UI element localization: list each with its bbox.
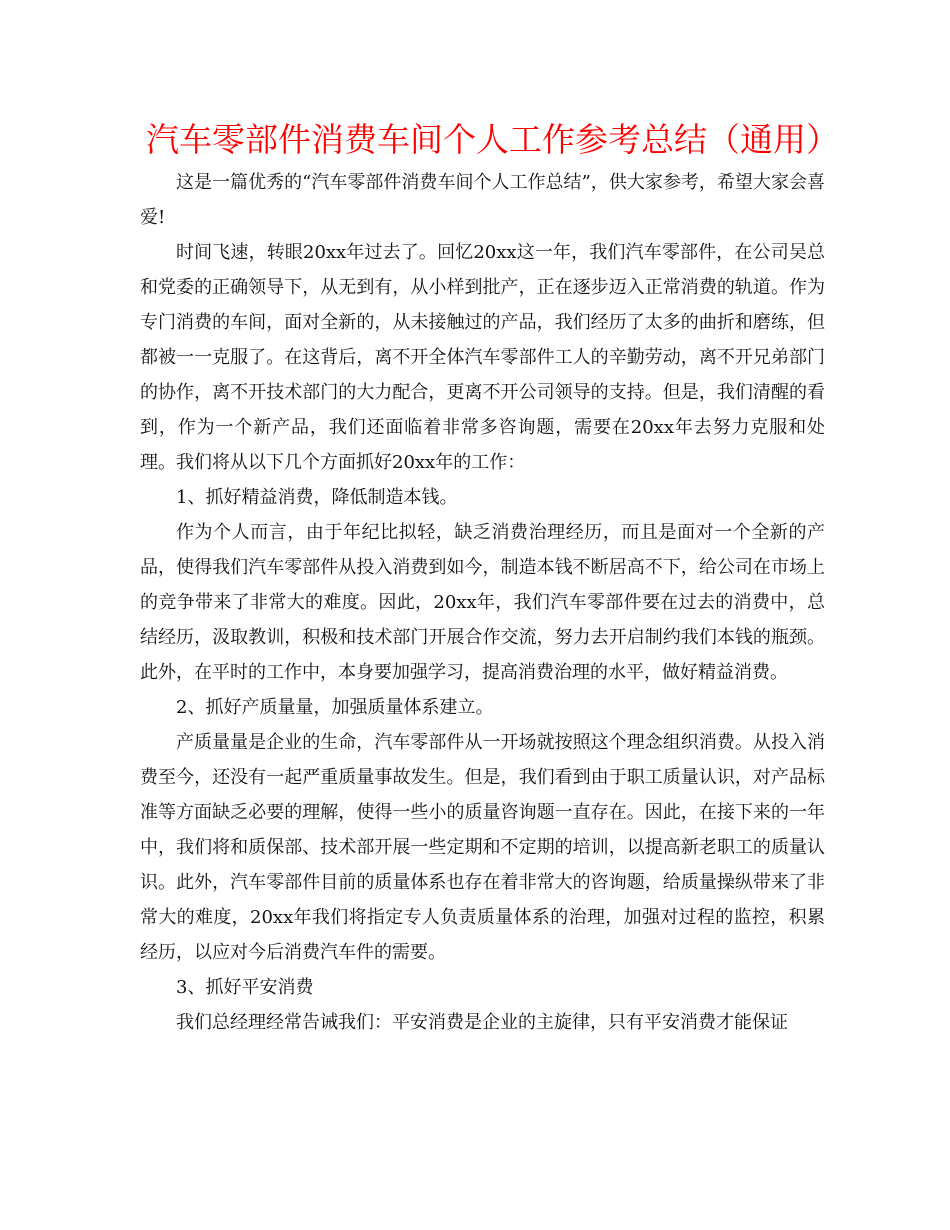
paragraph-section-3: 我们总经理经常告诫我们：平安消费是企业的主旋律，只有平安消费才能保证 [176,1012,788,1033]
document-body [140,165,825,1040]
paragraph-section-1: 作为个人而言，由于年纪比拟轻，缺乏消费治理经历，而且是面对一个全新的产品，使得我们汽车零部件从投入消费到如今，制造本钱不断居高不下，给公司在市场上的竞争带来了非常大的难度。因此，20xx年，我们汽车零部件要在过去的消费中，总结经历，汲取教训，积极和技术部门开展合作交流，努力去开启制约我们本钱的瓶颈。此外，在平时的工作中，本身要加强学习，提高消费治理的水平，做好精益消费。 [140,522,825,683]
paragraph-overview: 时间飞速，转眼20xx年过去了。回忆20xx这一年，我们汽车零部件，在公司吴总和党委的正确领导下，从无到有，从小样到批产，正在逐步迈入正常消费的轨道。作为专门消费的车间，面对全新的，从未接触过的产品，我们经历了太多的曲折和磨练，但都被一一克服了。在这背后，离不开全体汽车零部件工人的辛勤劳动，离不开兄弟部门的协作，离不开技术部门的大力配合，更离不开公司领导的支持。但是，我们清醒的看到，作为一个新产品，我们还面临着非常多咨询题，需要在20xx年去努力克服和处理。我们将从以下几个方面抓好20xx年的工作： [140,242,825,473]
paragraph-section-2: 产质量量是企业的生命，汽车零部件从一开场就按照这个理念组织消费。从投入消费至今，还没有一起严重质量事故发生。但是，我们看到由于职工质量认识，对产品标准等方面缺乏必要的理解，使得一些小的质量咨询题一直存在。因此，在接下来的一年中，我们将和质保部、技术部开展一些定期和不定期的培训，以提高新老职工的质量认识。此外，汽车零部件目前的质量体系也存在着非常大的咨询题，给质量操纵带来了非常大的难度，20xx年我们将指定专人负责质量体系的治理，加强对过程的监控，积累经历，以应对今后消费汽车件的需要。 [140,732,825,963]
section-heading-2: 2、抓好产质量量，加强质量体系建立。 [176,697,494,718]
section-heading-3: 3、抓好平安消费 [176,977,314,998]
paragraph-intro: 这是一篇优秀的“汽车零部件消费车间个人工作总结”，供大家参考，希望大家会喜爱! [140,172,825,228]
section-heading-1: 1、抓好精益消费，降低制造本钱。 [176,487,458,508]
document-title: 汽车零部件消费车间个人工作参考总结（通用） [146,120,839,159]
